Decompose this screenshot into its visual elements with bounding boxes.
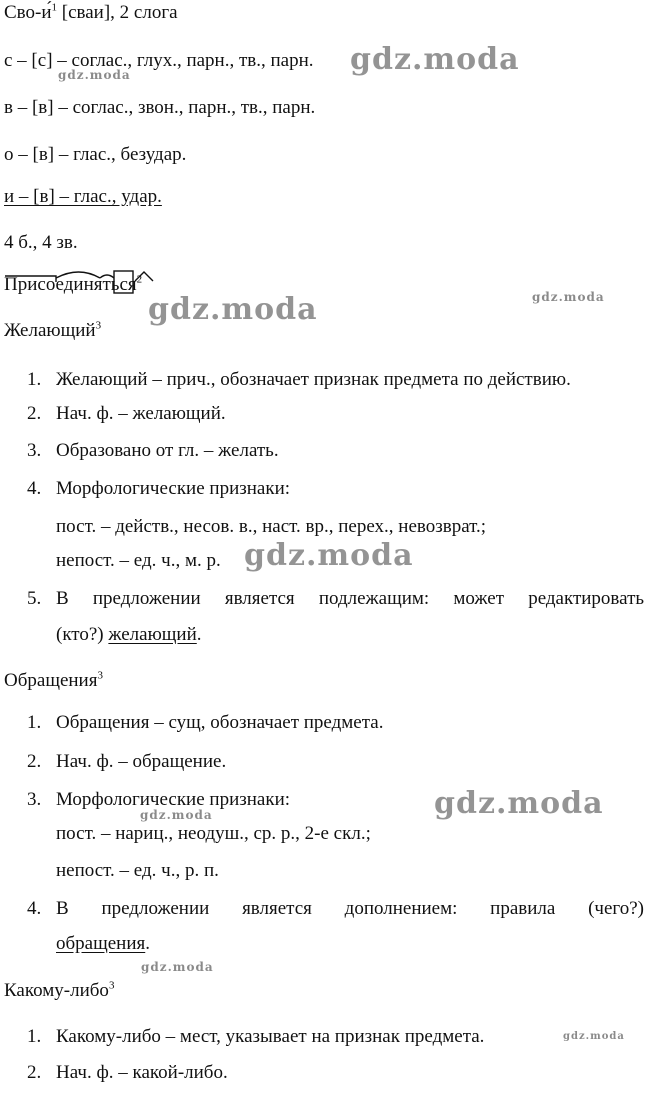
phonetic-line-o: о – [в] – глас., безудар.	[4, 144, 187, 165]
section-heading-text: Желающий	[4, 320, 96, 341]
list-item-justified	[56, 588, 644, 611]
list-item: Морфологические признаки:	[56, 478, 291, 499]
period: .	[145, 933, 150, 954]
letters-sounds-count: 4 б., 4 зв.	[4, 232, 78, 253]
section-heading-text: Обращения	[4, 670, 98, 691]
list-item-continued	[56, 933, 150, 956]
list-number: 1.	[27, 1026, 42, 1047]
list-item-continued	[56, 624, 202, 647]
morphemic-word-text: Присоединяться	[4, 274, 137, 295]
list-number: 1.	[27, 369, 42, 390]
word: правила	[490, 898, 556, 919]
section-heading	[4, 980, 114, 1003]
phonetic-line-s: с – [с] – соглас., глух., парн., тв., парн.	[4, 50, 314, 71]
list-number: 5.	[27, 588, 42, 609]
ending-box	[114, 271, 133, 293]
list-item: Морфологические признаки:	[56, 789, 291, 810]
word: дополнением:	[344, 898, 458, 919]
watermark: gdz.moda	[58, 68, 131, 82]
list-number: 3.	[27, 789, 42, 810]
footnote-mark: 3	[108, 979, 115, 992]
watermark: gdz.moda	[350, 42, 520, 77]
suffix-mark	[100, 275, 114, 278]
word: является	[242, 898, 312, 919]
list-number: 2.	[27, 403, 42, 424]
morph-const: пост. – действ., несов. в., наст. вр., перех., невозврат.;	[56, 516, 487, 537]
word: (чего?)	[588, 898, 644, 919]
morph-variable: непост. – ед. ч., р. п.	[56, 860, 219, 881]
footnote-mark: 2	[136, 273, 143, 286]
watermark: gdz.moda	[141, 960, 214, 974]
list-item: Нач. ф. – какой-либо.	[56, 1062, 228, 1083]
word: может	[453, 588, 505, 609]
prefix-mark	[5, 276, 56, 282]
watermark: gdz.moda	[532, 290, 605, 304]
watermark: gdz.moda	[434, 786, 604, 821]
list-item: Нач. ф. – обращение.	[56, 751, 227, 772]
list-number: 1.	[27, 712, 42, 733]
list-number: 2.	[27, 1062, 42, 1083]
question: (кто?)	[56, 624, 109, 645]
list-number: 2.	[27, 751, 42, 772]
transcription: [сваи], 2 слога	[57, 2, 178, 23]
watermark: gdz.moda	[148, 292, 318, 327]
word: является	[224, 588, 295, 609]
section-heading-text: Какому-либо	[4, 980, 109, 1001]
word: предложении	[101, 898, 210, 919]
postfix-mark	[135, 272, 153, 281]
footnote-mark: 3	[95, 319, 102, 332]
watermark: gdz.moda	[244, 538, 414, 573]
underlined-word: обращения	[56, 933, 146, 954]
list-item-justified	[56, 898, 644, 921]
underlined-word: желающий	[108, 624, 197, 645]
morph-const: пост. – нариц., неодуш., ср. р., 2-е скл.;	[56, 823, 371, 844]
word: В	[56, 588, 69, 609]
word: Сво-и́	[4, 2, 52, 23]
list-number: 3.	[27, 440, 42, 461]
word: предложении	[92, 588, 201, 609]
list-item: Образовано от гл. – желать.	[56, 440, 279, 461]
watermark: gdz.moda	[563, 1031, 625, 1042]
section-heading	[4, 320, 101, 343]
root-arc	[56, 272, 100, 278]
word: редактировать	[528, 588, 645, 609]
footnote-mark: 3	[97, 669, 103, 682]
list-item: Нач. ф. – желающий.	[56, 403, 226, 424]
section-heading	[4, 670, 103, 693]
word-syllables	[4, 2, 178, 25]
phonetic-line-i: и – [в] – глас., удар.	[4, 186, 162, 207]
list-number: 4.	[27, 898, 42, 919]
watermark: gdz.moda	[140, 808, 213, 822]
footnote-mark: 1	[51, 1, 58, 14]
morpheme-marks	[4, 268, 164, 296]
period: .	[196, 624, 202, 645]
list-item: Обращения – сущ, обозначает предмета.	[56, 712, 384, 733]
word: В	[56, 898, 69, 919]
word: подлежащим:	[318, 588, 430, 609]
morph-variable: непост. – ед. ч., м. р.	[56, 550, 221, 571]
phonetic-line-v: в – [в] – соглас., звон., парн., тв., парн.	[4, 97, 316, 118]
list-item: Желающий – прич., обозначает признак предмета по действию.	[56, 369, 571, 390]
list-number: 4.	[27, 478, 42, 499]
list-item: Какому-либо – мест, указывает на признак предмета.	[56, 1026, 485, 1047]
